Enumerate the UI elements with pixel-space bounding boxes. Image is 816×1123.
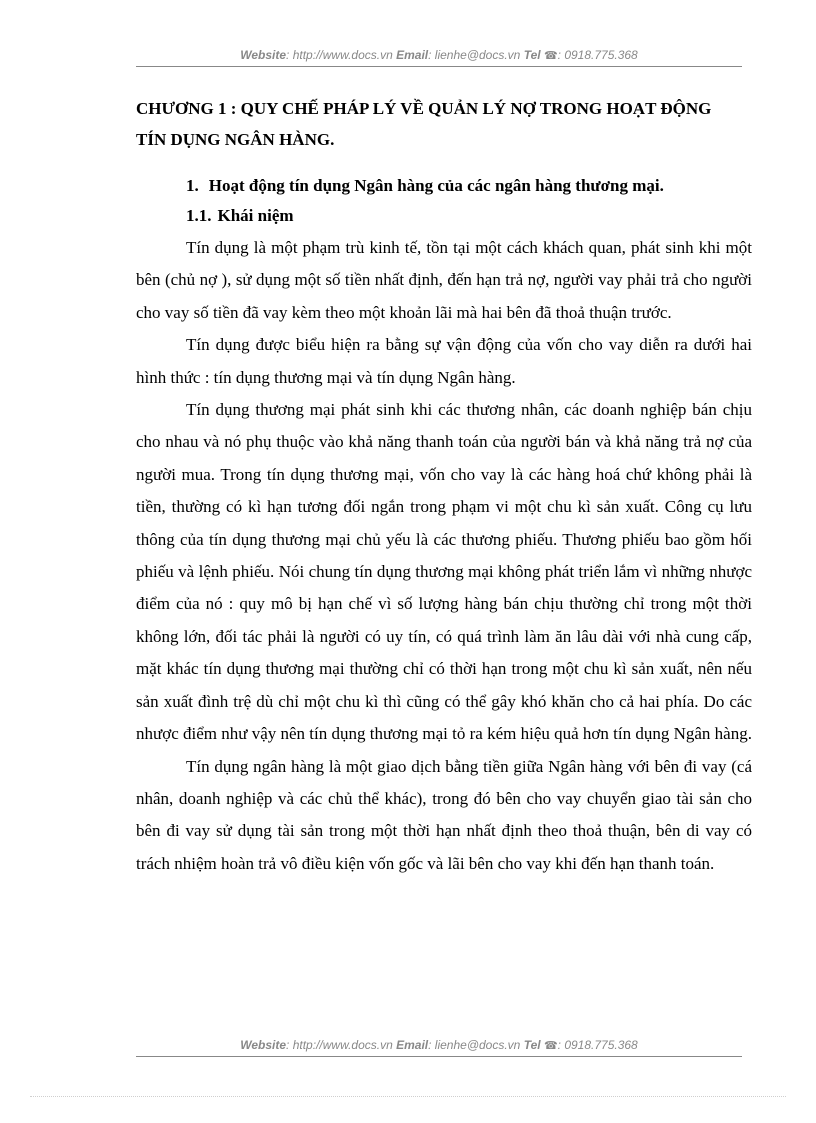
footer-divider: [136, 1056, 742, 1057]
subsection-heading: [186, 206, 294, 226]
paragraph: Tín dụng thương mại phát sinh khi các thương nhân, các doanh nghiệp bán chịu cho nhau và nó phụ thuộc vào khả năng thanh toán của người bán và khả năng trả nợ của người mua. Trong tín dụng thương mại, vốn cho vay là các hàng hoá chứ không phải là tiền, thường có kì hạn tương đối ngắn trong phạm vi một chu kì sản xuất. Công cụ lưu thông của tín dụng thương mại chủ yếu là các thương phiếu. Thương phiếu bao gồm hối phiếu và lệnh phiếu. Nói chung tín dụng thương mại không phát triển lắm vì những nhược điểm của nó : quy mô bị hạn chế vì số lượng hàng bán chịu thường chỉ trong một thời không lớn, đối tác phải là người có uy tín, có quá trình làm ăn lâu dài với nhà cung cấp, mặt khác tín dụng thương mại thường chỉ có thời hạn trong một chu kì sản xuất, nên nếu sản xuất đình trệ dù chỉ một chu kì thì cũng có thể gây khó khăn cho cả hai phía. Do các nhược điểm như vậy nên tín dụng thương mại tỏ ra kém hiệu quả hơn tín dụng Ngân hàng.: [136, 400, 752, 744]
header-website-link[interactable]: : http://www.docs.vn: [286, 48, 393, 62]
subsection-title: Khái niệm: [217, 206, 294, 225]
page-header: [136, 48, 742, 62]
page-footer: [136, 1038, 742, 1052]
chapter-title: CHƯƠNG 1 : QUY CHẾ PHÁP LÝ VỀ QUẢN LÝ NỢ TRONG HOẠT ĐỘNG TÍN DỤNG NGÂN HÀNG.: [136, 99, 712, 149]
page-boundary-line: [30, 1096, 786, 1097]
paragraph: Tín dụng là một phạm trù kinh tế, tồn tại một cách khách quan, phát sinh khi một bên (chủ nợ ), sử dụng một số tiền nhất định, đến hạn trả nợ, người vay phải trả cho người cho vay số tiền đã vay kèm theo một khoản lãi mà hai bên đã thoả thuận trước.: [136, 238, 752, 322]
subsection-number: 1.1.: [186, 206, 212, 225]
paragraph: Tín dụng ngân hàng là một giao dịch bằng tiền giữa Ngân hàng với bên đi vay (cá nhân, doanh nghiệp và các chủ thể khác), trong đó bên cho vay chuyển giao tài sản cho bên đi vay sử dụng tài sản trong một thời hạn nhất định theo thoả thuận, bên di vay có trách nhiệm hoàn trả vô điều kiện vốn gốc và lãi bên cho vay khi đến hạn thanh toán.: [136, 756, 752, 873]
phone-icon: ☎: [543, 50, 558, 62]
header-tel-value: : 0918.775.368: [557, 48, 638, 62]
footer-website-link[interactable]: : http://www.docs.vn: [286, 1038, 393, 1052]
footer-email-link[interactable]: : lienhe@docs.vn: [428, 1038, 521, 1052]
section-heading: [186, 176, 664, 196]
section-number: 1.: [186, 176, 199, 195]
paragraph: Tín dụng được biểu hiện ra bằng sự vận động của vốn cho vay diễn ra dưới hai hình thức : tín dụng thương mại và tín dụng Ngân hàng.: [136, 335, 752, 387]
footer-email-label: Email: [396, 1038, 429, 1052]
phone-icon: ☎: [543, 1040, 558, 1052]
section-title: Hoạt động tín dụng Ngân hàng của các ngân hàng thương mại.: [208, 176, 664, 195]
footer-tel-value: : 0918.775.368: [557, 1038, 638, 1052]
document-body: [136, 232, 752, 880]
header-tel-label: Tel: [523, 48, 541, 62]
footer-website-label: Website: [240, 1038, 287, 1052]
header-email-link[interactable]: : lienhe@docs.vn: [428, 48, 521, 62]
header-email-label: Email: [396, 48, 429, 62]
header-website-label: Website: [240, 48, 287, 62]
footer-tel-label: Tel: [523, 1038, 541, 1052]
header-divider: [136, 66, 742, 67]
